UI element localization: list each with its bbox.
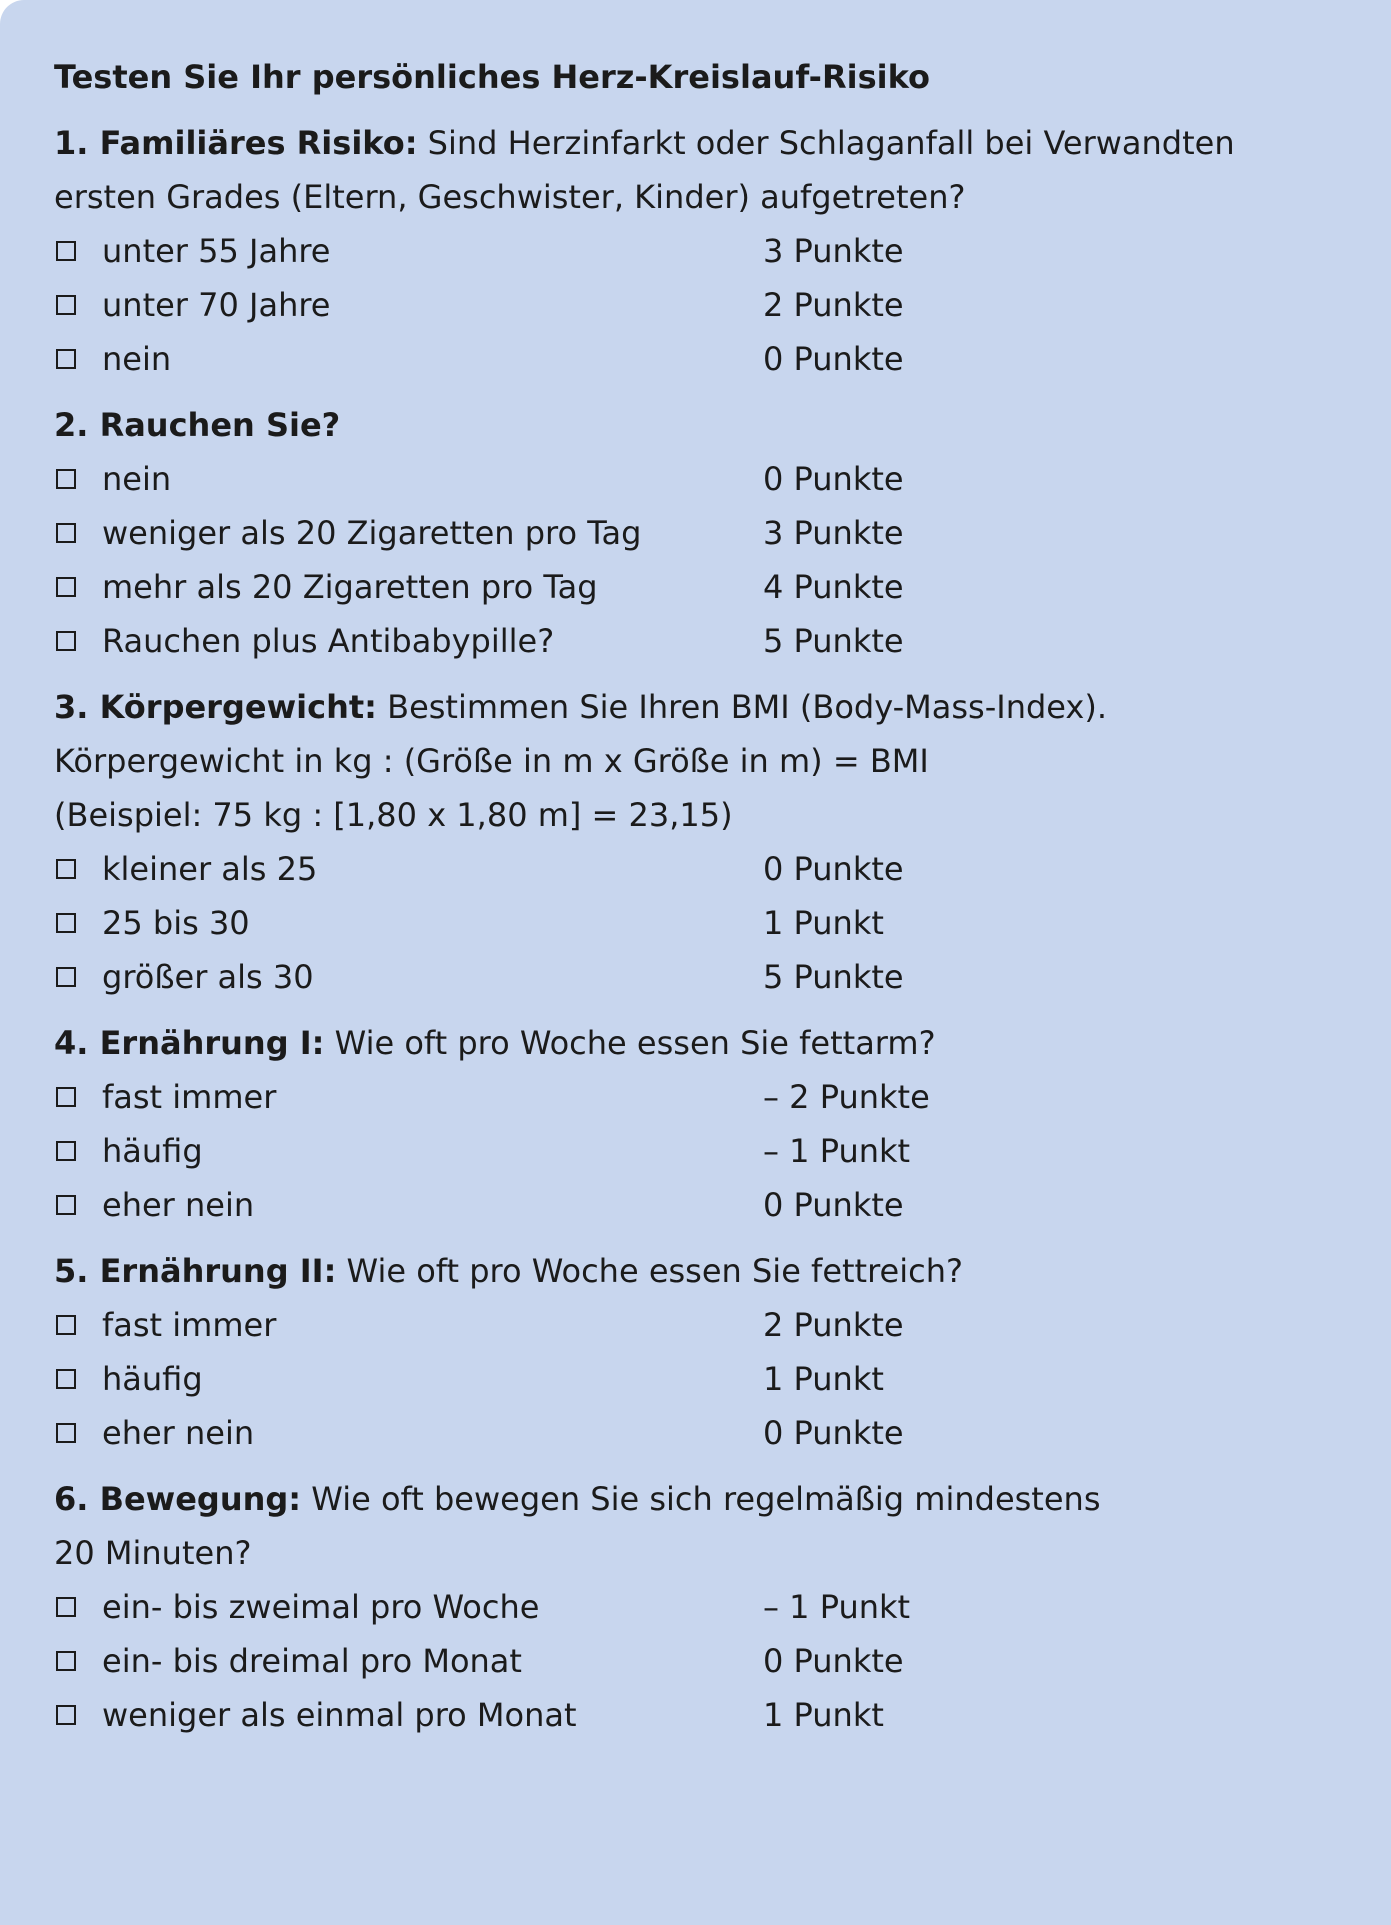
checkbox-icon[interactable] (56, 577, 76, 597)
question-heading: 4. Ernährung I: (54, 1024, 325, 1062)
question-text (54, 116, 1391, 170)
option-points: – 1 Punkt (763, 1588, 911, 1626)
question-text (54, 1016, 1391, 1070)
checkbox-icon[interactable] (56, 631, 76, 651)
option-points: 1 Punkt (763, 1360, 884, 1398)
option-label: nein (102, 460, 172, 498)
option-points: 1 Punkt (763, 1696, 884, 1734)
option-points: – 2 Punkte (763, 1078, 930, 1116)
option-label: fast immer (102, 1306, 277, 1344)
option-label: unter 70 Jahre (102, 286, 331, 324)
question-heading: 5. Ernährung II: (54, 1252, 337, 1290)
answer-option[interactable] (54, 1298, 1391, 1352)
option-label: ein- bis zweimal pro Woche (102, 1588, 540, 1626)
checkbox-icon[interactable] (56, 349, 76, 369)
checkbox-icon[interactable] (56, 1141, 76, 1161)
question-section (54, 398, 1391, 668)
question-body: Bestimmen Sie Ihren BMI (Body-Mass-Index). (376, 688, 1107, 726)
question-body: Sind Herzinfarkt oder Schlaganfall bei Verwandten (417, 124, 1235, 162)
question-body: Wie oft bewegen Sie sich regelmäßig mindestens (301, 1480, 1101, 1518)
option-points: 3 Punkte (763, 232, 904, 270)
option-points: 2 Punkte (763, 286, 904, 324)
section-gap (54, 1460, 1391, 1472)
checkbox-icon[interactable] (56, 1315, 76, 1335)
option-points: 3 Punkte (763, 514, 904, 552)
question-list (54, 116, 1391, 1742)
option-points: 0 Punkte (763, 1186, 904, 1224)
section-gap (54, 1232, 1391, 1244)
question-section (54, 1472, 1391, 1742)
option-label: weniger als einmal pro Monat (102, 1696, 577, 1734)
checkbox-icon[interactable] (56, 241, 76, 261)
option-points: 0 Punkte (763, 1414, 904, 1452)
answer-option[interactable] (54, 1178, 1391, 1232)
option-points: 1 Punkt (763, 904, 884, 942)
question-heading: 1. Familiäres Risiko: (54, 124, 418, 162)
answer-option[interactable] (54, 614, 1391, 668)
option-points: 0 Punkte (763, 850, 904, 888)
checkbox-icon[interactable] (56, 295, 76, 315)
answer-option[interactable] (54, 224, 1391, 278)
option-points: 0 Punkte (763, 340, 904, 378)
answer-option[interactable] (54, 1688, 1391, 1742)
option-label: eher nein (102, 1414, 255, 1452)
answer-option[interactable] (54, 560, 1391, 614)
option-points: 5 Punkte (763, 958, 904, 996)
question-section (54, 1016, 1391, 1232)
checkbox-icon[interactable] (56, 1195, 76, 1215)
section-gap (54, 1004, 1391, 1016)
question-text (54, 680, 1391, 734)
answer-option[interactable] (54, 842, 1391, 896)
question-body: Wie oft pro Woche essen Sie fettreich? (336, 1252, 963, 1290)
option-points: 2 Punkte (763, 1306, 904, 1344)
option-label: kleiner als 25 (102, 850, 318, 888)
option-label: Rauchen plus Antibabypille? (102, 622, 555, 660)
checkbox-icon[interactable] (56, 1423, 76, 1443)
question-heading: 3. Körpergewicht: (54, 688, 377, 726)
question-section (54, 1244, 1391, 1460)
answer-option[interactable] (54, 452, 1391, 506)
option-label: nein (102, 340, 172, 378)
option-points: 4 Punkte (763, 568, 904, 606)
option-points: 5 Punkte (763, 622, 904, 660)
option-label: fast immer (102, 1078, 277, 1116)
question-text-continued: 20 Minuten? (54, 1534, 252, 1572)
question-heading: 2. Rauchen Sie? (54, 406, 341, 444)
answer-option[interactable] (54, 950, 1391, 1004)
page-title: Testen Sie Ihr persönliches Herz-Kreislauf-Risiko (54, 58, 930, 96)
question-heading: 6. Bewegung: (54, 1480, 302, 1518)
question-text (54, 1244, 1391, 1298)
question-text (54, 398, 1391, 452)
option-points: 0 Punkte (763, 1642, 904, 1680)
option-points: 0 Punkte (763, 460, 904, 498)
question-section (54, 116, 1391, 386)
checkbox-icon[interactable] (56, 1597, 76, 1617)
checkbox-icon[interactable] (56, 1087, 76, 1107)
answer-option[interactable] (54, 278, 1391, 332)
option-label: unter 55 Jahre (102, 232, 331, 270)
answer-option[interactable] (54, 1406, 1391, 1460)
checkbox-icon[interactable] (56, 967, 76, 987)
option-label: eher nein (102, 1186, 255, 1224)
section-gap (54, 668, 1391, 680)
option-label: häufig (102, 1132, 203, 1170)
answer-option[interactable] (54, 896, 1391, 950)
question-text-continued: Körpergewicht in kg : (Größe in m x Größe in m) = BMI (54, 742, 929, 780)
answer-option[interactable] (54, 1634, 1391, 1688)
answer-option[interactable] (54, 1580, 1391, 1634)
checkbox-icon[interactable] (56, 859, 76, 879)
answer-option[interactable] (54, 1124, 1391, 1178)
option-label: ein- bis dreimal pro Monat (102, 1642, 522, 1680)
option-label: mehr als 20 Zigaretten pro Tag (102, 568, 598, 606)
question-text-continued: (Beispiel: 75 kg : [1,80 x 1,80 m] = 23,15) (54, 796, 733, 834)
answer-option[interactable] (54, 1070, 1391, 1124)
answer-option[interactable] (54, 332, 1391, 386)
option-label: weniger als 20 Zigaretten pro Tag (102, 514, 642, 552)
checkbox-icon[interactable] (56, 1651, 76, 1671)
question-body: Wie oft pro Woche essen Sie fettarm? (324, 1024, 936, 1062)
checkbox-icon[interactable] (56, 1369, 76, 1389)
checkbox-icon[interactable] (56, 523, 76, 543)
option-points: – 1 Punkt (763, 1132, 911, 1170)
option-label: größer als 30 (102, 958, 314, 996)
checkbox-icon[interactable] (56, 1705, 76, 1725)
answer-option[interactable] (54, 506, 1391, 560)
section-gap (54, 386, 1391, 398)
question-section (54, 680, 1391, 1004)
question-text (54, 1472, 1391, 1526)
option-label: häufig (102, 1360, 203, 1398)
answer-option[interactable] (54, 1352, 1391, 1406)
checkbox-icon[interactable] (56, 469, 76, 489)
option-label: 25 bis 30 (102, 904, 250, 942)
question-text-continued: ersten Grades (Eltern, Geschwister, Kinder) aufgetreten? (54, 178, 966, 216)
checkbox-icon[interactable] (56, 913, 76, 933)
